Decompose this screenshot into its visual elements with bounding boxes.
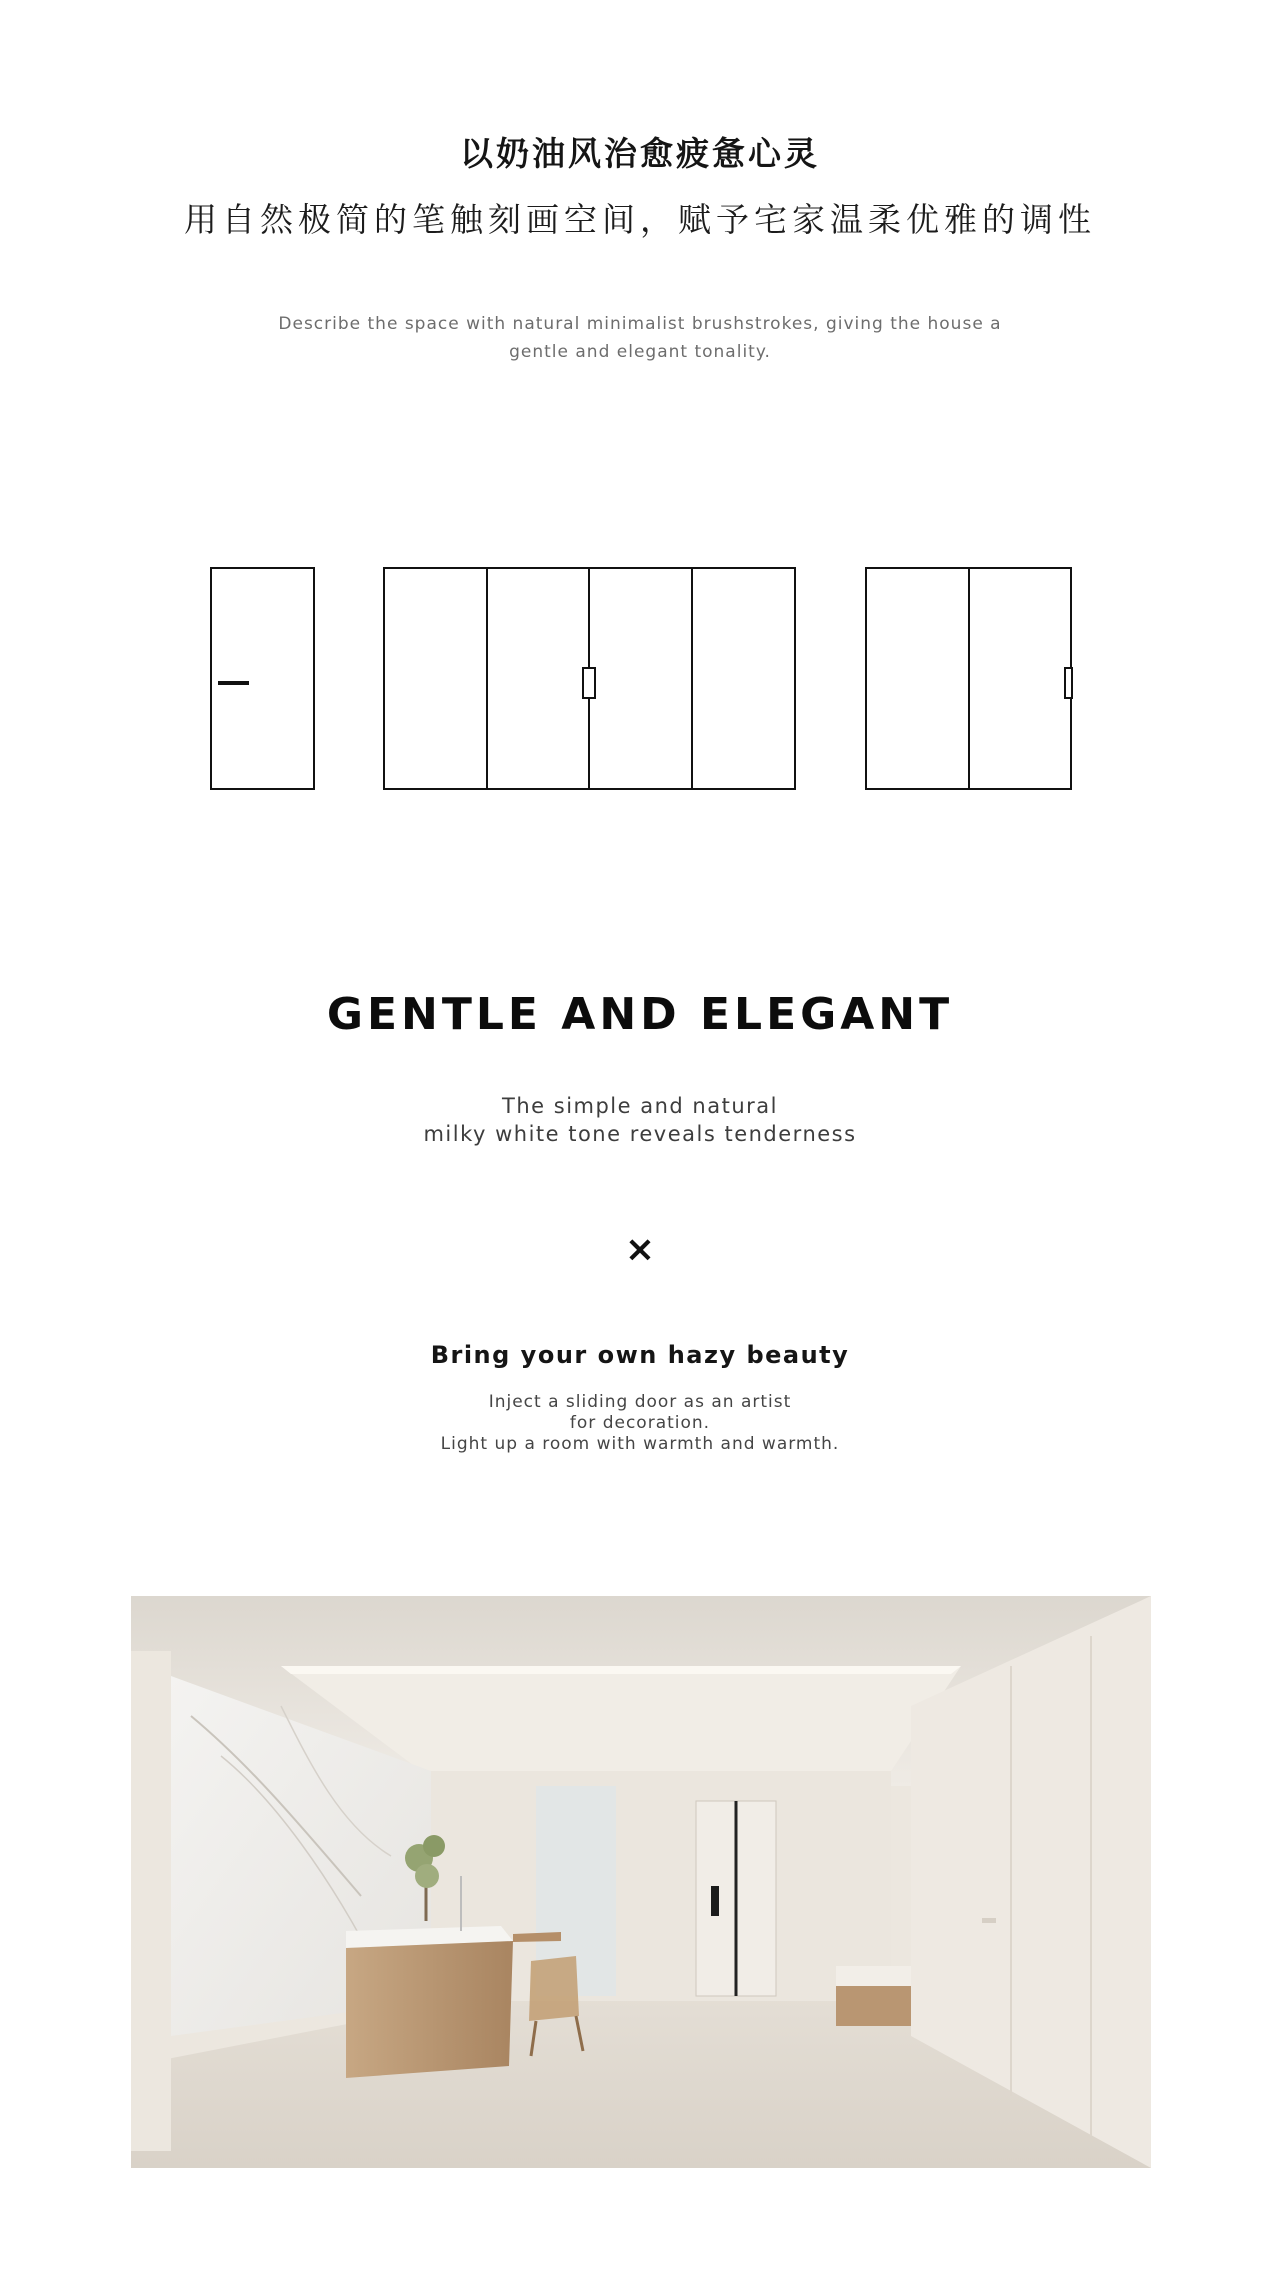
interior-render-image — [131, 1596, 1151, 2168]
hazy-desc-line2: for decoration. — [569, 1413, 711, 1433]
interior-scene — [131, 1596, 1151, 2168]
gentle-subtitle-line2: milky white tone reveals tenderness — [423, 1122, 857, 1146]
island-cabinet — [346, 1941, 513, 2078]
hazy-desc-line3: Light up a room with warmth and warmth. — [440, 1434, 840, 1454]
single-door-icon — [211, 568, 314, 789]
door-lock — [711, 1886, 719, 1916]
shoe-bench — [836, 1986, 911, 2026]
gentle-subtitle — [0, 1092, 1280, 1148]
gentle-elegant-heading: GENTLE AND ELEGANT — [326, 989, 954, 1040]
cross-symbol: × — [624, 1229, 656, 1270]
english-description: Describe the space with natural minimalist brushstrokes, giving the house a gentle and elegant tonality. — [278, 314, 1002, 362]
wardrobe-handle — [982, 1918, 996, 1923]
two-panel-sliding-door-icon — [866, 568, 1072, 789]
left-wall-panel — [131, 1651, 171, 2151]
ceiling-light-strip — [281, 1666, 961, 1674]
chinese-subtitle: 用自然极简的笔触刻画空间，赋予宅家温柔优雅的调性 — [184, 200, 1096, 239]
chair — [529, 1956, 579, 2021]
hazy-beauty-title: Bring your own hazy beauty — [430, 1341, 850, 1369]
chinese-title: 以奶油风治愈疲惫心灵 — [460, 134, 820, 173]
door-illustrations — [0, 0, 1280, 820]
hazy-desc-line1: Inject a sliding door as an artist — [488, 1392, 792, 1412]
hazy-beauty-description — [0, 1392, 1280, 1455]
gentle-subtitle-line1: The simple and natural — [502, 1094, 778, 1118]
four-panel-sliding-door-icon — [384, 568, 795, 789]
